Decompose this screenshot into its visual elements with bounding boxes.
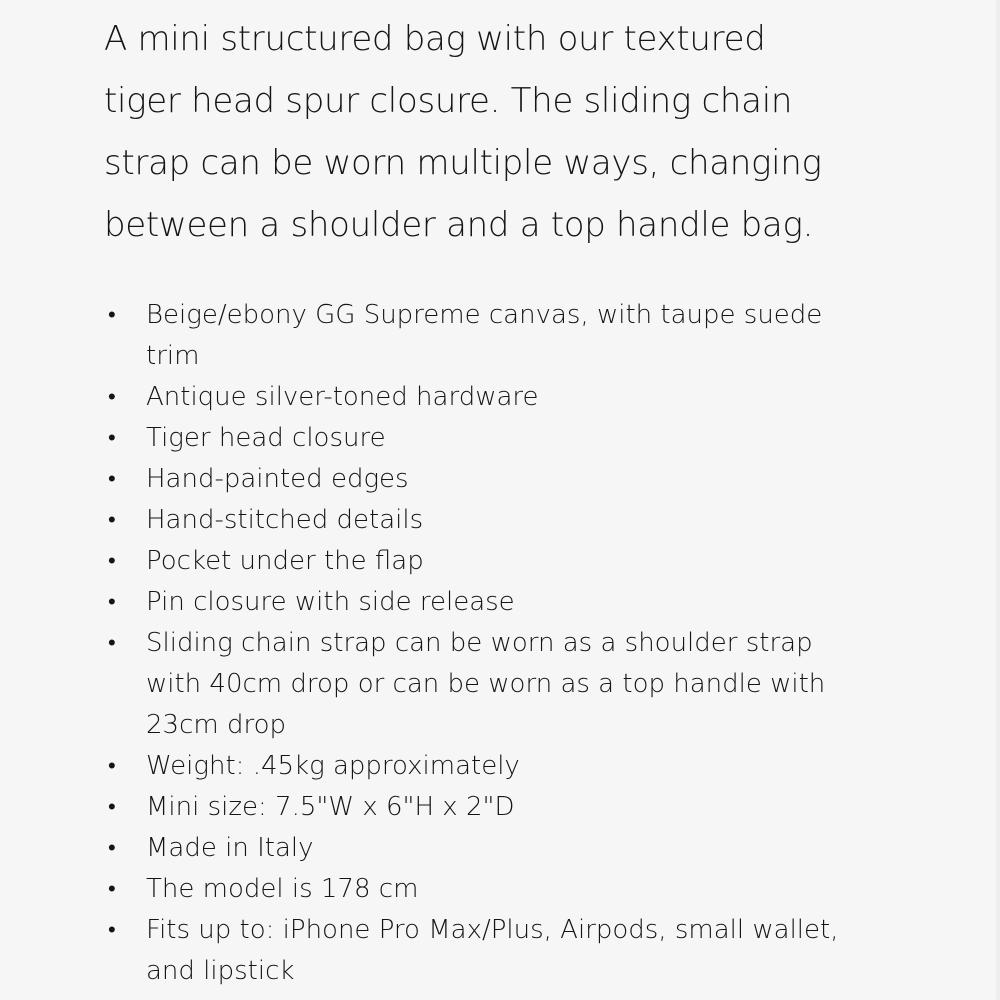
- bullet-icon: •: [108, 385, 116, 410]
- bullet-icon: •: [108, 877, 116, 902]
- list-item: [104, 377, 904, 418]
- bullet-icon: •: [108, 836, 116, 861]
- feature-text: Beige/ebony GG Supreme canvas, with taupe suede trim: [146, 300, 823, 371]
- bullet-icon: •: [108, 754, 116, 779]
- bullet-icon: •: [108, 303, 116, 328]
- list-item: [104, 869, 904, 910]
- product-intro-paragraph: A mini structured bag with our textured tiger head spur closure. The sliding chain strap can be worn multiple ways, changing between a shoulder and a top handle bag.: [104, 19, 822, 245]
- bullet-icon: •: [108, 508, 116, 533]
- product-features-list: [104, 295, 904, 992]
- feature-text: Hand-stitched details: [146, 505, 424, 535]
- bullet-icon: •: [108, 426, 116, 451]
- scrollbar-track[interactable]: [996, 0, 1000, 1000]
- feature-text: The model is 178 cm: [146, 874, 419, 904]
- feature-text: Pocket under the flap: [146, 546, 424, 576]
- list-item: [104, 500, 904, 541]
- list-item: [104, 787, 904, 828]
- bullet-icon: •: [108, 918, 116, 943]
- list-item: [104, 295, 904, 377]
- list-item: [104, 828, 904, 869]
- list-item: [104, 910, 904, 992]
- bullet-icon: •: [108, 795, 116, 820]
- list-item: [104, 623, 904, 746]
- feature-text: Hand-painted edges: [146, 464, 409, 494]
- feature-text: Tiger head closure: [146, 423, 386, 453]
- feature-text: Mini size: 7.5"W x 6"H x 2"D: [146, 792, 515, 822]
- list-item: [104, 746, 904, 787]
- bullet-icon: •: [108, 467, 116, 492]
- list-item: [104, 459, 904, 500]
- bullet-icon: •: [108, 590, 116, 615]
- list-item: [104, 418, 904, 459]
- feature-text: Antique silver-toned hardware: [146, 382, 539, 412]
- list-item: [104, 541, 904, 582]
- feature-text: Pin closure with side release: [146, 587, 515, 617]
- feature-text: Weight: .45kg approximately: [146, 751, 520, 781]
- list-item: [104, 582, 904, 623]
- feature-text: Fits up to: iPhone Pro Max/Plus, Airpods, small wallet, and lipstick: [146, 915, 839, 986]
- bullet-icon: •: [108, 631, 116, 656]
- bullet-icon: •: [108, 549, 116, 574]
- feature-text: Made in Italy: [146, 833, 314, 863]
- feature-text: Sliding chain strap can be worn as a shoulder strap with 40cm drop or can be worn as a top handle with 23cm drop: [146, 628, 826, 740]
